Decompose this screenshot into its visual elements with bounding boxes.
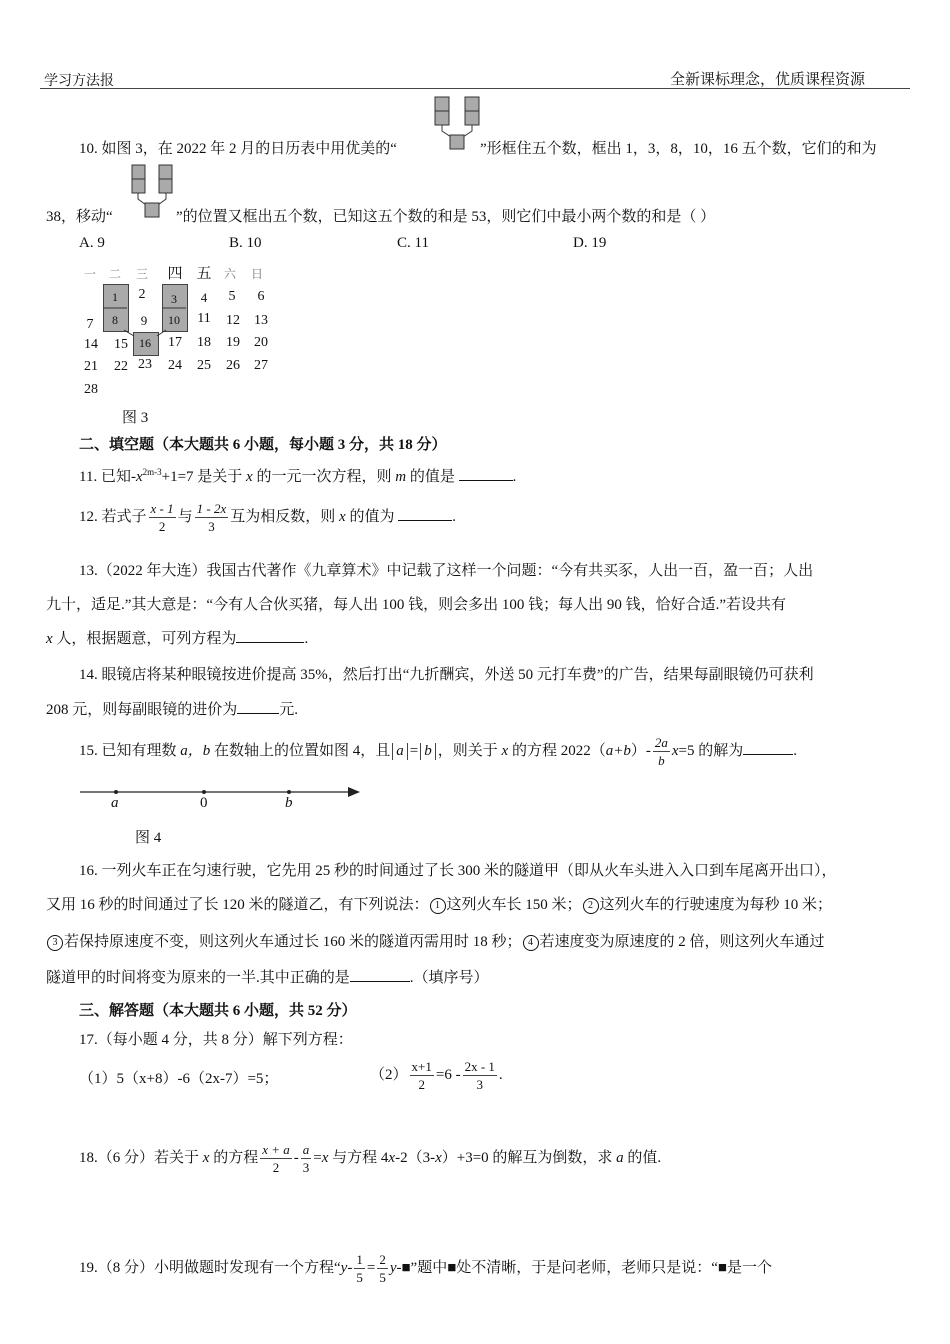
cal-day: 14 (84, 337, 98, 352)
cal-day: 20 (254, 335, 268, 350)
circled-2: 2 (583, 898, 599, 914)
answer-blank[interactable] (237, 699, 279, 714)
cal-day: 3 (171, 292, 177, 306)
q10-option-c: C. 11 (397, 235, 429, 251)
cal-day: 11 (197, 311, 211, 326)
cal-day: 21 (84, 359, 98, 374)
weekday-fri: 五 (196, 266, 212, 282)
fraction: $\frac{1 - 2x}{3}$ (196, 501, 227, 534)
cal-day: 6 (257, 289, 265, 304)
weekday-tue: 二 (108, 267, 121, 281)
q10-line1-b: ”形框住五个数，框出 1，3，8，10，16 五个数，它们的和为 (480, 141, 877, 157)
cal-day: 5 (228, 289, 236, 304)
frame-shape-icon (130, 163, 174, 221)
cal-day: 9 (140, 313, 148, 328)
cal-day: 26 (226, 358, 240, 373)
cal-day: 22 (114, 359, 128, 374)
section2-title: 二、填空题（本大题共 6 小题，每小题 3 分，共 18 分） (79, 437, 447, 453)
fraction: $\frac{x - 1}{2}$ (150, 501, 174, 534)
q10-option-a: A. 9 (79, 235, 105, 251)
cal-day: 13 (254, 313, 268, 328)
q10-line2-a: 38，移动“ (46, 209, 113, 225)
q16-line4: 隧道甲的时间将变为原来的一半.其中正确的是 .（填序号） (46, 966, 489, 987)
frame-shape-icon (433, 95, 481, 153)
weekday-sun: 日 (250, 267, 263, 281)
header-left: 学习方法报 (44, 74, 114, 89)
q16-line1: 16. 一列火车正在匀速行驶，它先用 25 秒的时间通过了长 300 米的隧道甲（即从火车头进入入口到车尾离开出口）， (79, 863, 837, 879)
cal-day: 4 (200, 290, 208, 305)
cal-day: 16 (139, 336, 151, 350)
q10-option-b: B. 10 (229, 235, 262, 251)
circled-3: 3 (47, 935, 63, 951)
q16-line3: 3 若保持原速度不变，则这列火车通过长 160 米的隧道丙需用时 18 秒； 4 若速度变为原速度的 2 倍，则这列火车通过 (46, 930, 825, 951)
cal-day: 28 (84, 382, 98, 397)
answer-blank[interactable] (743, 740, 793, 755)
axis-label-a: a (111, 795, 119, 811)
q11: 11. 已知$-x^{2m-3}+1=7$ 是关于 x 的一元一次方程，则 m 的值是 . (79, 467, 517, 485)
weekday-wed: 三 (135, 267, 148, 281)
cal-day: 19 (226, 335, 240, 350)
q14-line2: 208 元，则每副眼镜的进价为 元. (46, 698, 298, 719)
cal-day: 12 (226, 313, 240, 328)
fraction: $\frac{2a}{b}$ (654, 735, 668, 768)
q16-line2: 又用 16 秒的时间通过了长 120 米的隧道乙，有下列说法： 1 这列火车长 150 米； 2 这列火车的行驶速度为每秒 10 米； (46, 897, 833, 913)
answer-blank[interactable] (236, 628, 304, 643)
q19: 19.（8 分）小明做题时发现有一个方程“y- $\frac{1}{5}$ = $\frac{2}{5}$ y-■”题中■处不清晰，于是问老师，老师只是说：“■是一个 (79, 1252, 772, 1285)
fraction: $\frac{1}{5}$ (356, 1252, 363, 1285)
figure3-caption: 图 3 (122, 410, 149, 426)
q10-line1-a: 10. 如图 3，在 2022 年 2 月的日历表中用优美的“ (79, 141, 397, 157)
figure4-caption: 图 4 (135, 830, 162, 846)
answer-blank[interactable] (398, 506, 452, 521)
circled-4: 4 (523, 935, 539, 951)
abs-a: a (392, 743, 408, 760)
q17-part1: （1）5（x+8）-6（2x-7）=5； (79, 1071, 279, 1087)
fraction: $\frac{x + a}{2}$ (262, 1142, 290, 1175)
cal-day: 24 (168, 358, 182, 373)
header-rule (40, 88, 910, 89)
cal-day: 27 (254, 358, 268, 373)
abs-b: b (420, 743, 436, 760)
q17-title: 17.（每小题 4 分，共 8 分）解下列方程： (79, 1032, 353, 1048)
cal-day: 7 (86, 317, 94, 332)
q13-line2: 九十，适足.”其大意是：“今有人合伙买猪，每人出 100 钱，则会多出 100 钱；每人出 90 钱，恰好合适.”若设共有 (46, 597, 786, 613)
section3-title: 三、解答题（本大题共 6 小题，共 52 分） (79, 1003, 357, 1019)
q17-part2: （2） $\frac{x+1}{2}$ =6 - $\frac{2x - 1}{3}$ . (370, 1059, 503, 1092)
cal-day: 2 (138, 287, 146, 302)
weekday-sat: 六 (223, 267, 236, 281)
weekday-thu: 四 (167, 266, 183, 282)
axis-label-b: b (285, 795, 293, 811)
q10-line2-b: ”的位置又框出五个数，已知这五个数的和是 53，则它们中最小两个数的和是（ ） (176, 209, 716, 225)
q18: 18.（6 分）若关于 x 的方程 $\frac{x + a}{2}$ - $\frac{a}{3}$ =x 与方程 4x-2（3-x）+3=0 的解互为倒数，求 a 的值. (79, 1142, 662, 1175)
q13-line3: x 人，根据题意，可列方程为 . (46, 627, 308, 648)
number-line (78, 783, 363, 813)
q12: 12. 若式子 $\frac{x - 1}{2}$ 与 $\frac{1 - 2x}{3}$ 互为相反数，则 x 的值为 . (79, 501, 456, 534)
fraction: $\frac{2x - 1}{3}$ (464, 1059, 495, 1092)
header-right: 全新课标理念，优质课程资源 (669, 72, 865, 88)
fraction: $\frac{a}{3}$ (302, 1142, 310, 1175)
answer-blank[interactable] (459, 466, 513, 481)
q14-line1: 14. 眼镜店将某种眼镜按进价提高 35%，然后打出“九折酬宾，外送 50 元打车费”的广告，结果每副眼镜仍可获利 (79, 667, 814, 683)
cal-day: 25 (197, 358, 211, 373)
cal-day: 18 (197, 335, 211, 350)
q15: 15. 已知有理数 a，b 在数轴上的位置如图 4，且 a = b ，则关于 x 的方程 2022（a+b）- $\frac{2a}{b}$ x=5 的解为 . (79, 735, 797, 768)
fraction: $\frac{x+1}{2}$ (411, 1059, 432, 1092)
cal-day: 1 (112, 290, 118, 304)
answer-blank[interactable] (350, 967, 410, 982)
cal-day: 15 (114, 337, 128, 352)
q10-option-d: D. 19 (573, 235, 607, 251)
cal-day: 8 (112, 313, 118, 327)
weekday-mon: 一 (83, 267, 96, 281)
circled-1: 1 (430, 898, 446, 914)
axis-label-zero: 0 (200, 795, 208, 811)
fraction: $\frac{2}{5}$ (379, 1252, 386, 1285)
cal-day: 23 (138, 357, 152, 372)
cal-day: 17 (168, 335, 182, 350)
cal-day: 10 (168, 313, 180, 327)
q13-line1: 13.（2022 年大连）我国古代著作《九章算术》中记载了这样一个问题：“今有共买豕，人出一百，盈一百；人出 (79, 563, 814, 579)
